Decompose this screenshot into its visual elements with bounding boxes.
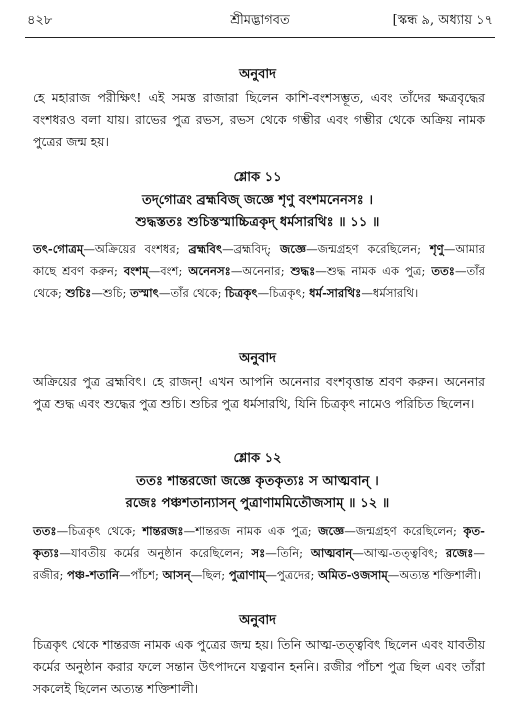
synonym-term: ততঃ — [431, 264, 455, 279]
translation-paragraph: চিত্রকৃৎ থেকে শান্তরজ নামক এক পুত্রের জন্ম হয়। তিনি আত্ম-তত্ত্ববিৎ ছিলেন এবং যাবতীয় কর্মের অনুষ্ঠান করার ফলে সন্তান উৎপাদনে যত্নবান হননি। রজীর পাঁচশ পুত্র ছিল এবং তাঁরা সকলেই ছিলেন অত্যন্ত শক্তিশালী। — [33, 637, 485, 697]
synonym-term: ধর্ম-সারথিঃ — [309, 286, 362, 301]
synonym-meaning: অত্যন্ত শক্তিশালী। — [399, 568, 481, 583]
synonym-term: কৃত-কৃত্যঃ — [33, 524, 485, 561]
synonym-meaning: চিত্রকৃৎ — [269, 286, 302, 301]
synonym-term: রজেঃ — [445, 546, 474, 561]
translation-heading: অনুবাদ — [239, 67, 276, 82]
synonym-meaning: ছিল — [202, 568, 222, 583]
synonym-term: ততঃ — [33, 524, 57, 538]
synonym-term: সঃ — [251, 546, 266, 561]
synonym-term: আসন্ — [162, 568, 191, 583]
synonym-meaning: শুচি — [102, 286, 123, 301]
translation-heading: অনুবাদ — [239, 613, 276, 628]
synonym-term: জজ্ঞে — [279, 242, 307, 256]
chapter-reference: [স্কন্ধ ৯, অধ্যায় ১৭ — [392, 13, 493, 28]
page-number: ৪২৮ — [27, 13, 53, 28]
synonym-term: শান্তরজঃ — [142, 524, 184, 538]
verse-line: ততঃ শান্তরজো জজ্ঞে কৃতকৃত্যঃ স আত্মবান্ । — [136, 474, 379, 489]
word-for-word-synonyms: ততঃ—চিত্রকৃৎ থেকে; শান্তরজঃ—শান্তরজ নামক এক পুত্র; জজ্ঞে—জন্মগ্রহণ করেছিলেন; কৃত-কৃত্যঃ—যাবতীয় কর্মের অনুষ্ঠান করেছিলেন; সঃ—তিনি; আত্মবান্—আত্ম-তত্ত্ববিৎ; রজেঃ—রজীর; পঞ্চ-শতানি—পাঁচশ; আসন্—ছিল; পুত্রাণাম্—পুত্রদের; অমিত-ওজসাম্—অত্যন্ত শক্তিশালী। — [33, 524, 486, 583]
synonym-term: চিত্রকৃৎ — [225, 286, 258, 301]
header-rule — [25, 37, 495, 38]
synonym-meaning: শুদ্ধ নামক এক পুত্র — [326, 264, 422, 279]
verse-text — [0, 190, 515, 234]
synonym-meaning: যাবতীয় কর্মের অনুষ্ঠান করেছিলেন — [70, 546, 240, 561]
synonym-term: শুদ্ধঃ — [290, 264, 316, 279]
verse-line: শুদ্ধস্ততঃ শুচিস্তস্মাচ্চিত্রকৃদ্ ধর্মসারথিঃ ॥ ১১ ॥ — [135, 215, 380, 230]
translation-heading: অনুবাদ — [239, 351, 276, 366]
synonym-meaning: শান্তরজ নামক এক পুত্র — [195, 524, 308, 538]
running-header — [27, 10, 493, 32]
synonym-meaning: আত্ম-তত্ত্ববিৎ — [363, 546, 435, 561]
synonym-meaning: ধর্মসারথি। — [372, 286, 419, 301]
synonym-meaning: অক্রিয়ের বংশধর — [94, 242, 176, 256]
synonym-meaning: চিত্রকৃৎ থেকে — [68, 524, 133, 538]
verse-heading: শ্লোক ১১ — [233, 170, 282, 185]
synonym-meaning: তাঁর থেকে — [33, 264, 486, 301]
word-for-word-synonyms: তৎ-গোত্রম্—অক্রিয়ের বংশধর; ব্রহ্মবিৎ—ব্রহ্মবিদ্; জজ্ঞে—জন্মগ্রহণ করেছিলেন; শৃণু—আমার কাছে শ্রবণ করুন; বংশম্—বংশ; অনেনসঃ—অনেনার; শুদ্ধঃ—শুদ্ধ নামক এক পুত্র; ততঃ—তাঁর থেকে; শুচিঃ—শুচি; তস্মাৎ—তাঁর থেকে; চিত্রকৃৎ—চিত্রকৃৎ; ধর্ম-সারথিঃ—ধর্মসারথি। — [33, 242, 486, 301]
synonym-meaning: জন্মগ্রহণ করেছিলেন — [317, 242, 418, 256]
book-title: শ্রীমদ্ভাগবত — [230, 13, 290, 28]
synonym-term: অনেনসঃ — [188, 264, 231, 279]
synonym-meaning: অনেনার — [242, 264, 281, 279]
verse-text — [0, 471, 515, 515]
synonym-term: বংশম্ — [123, 264, 149, 279]
verse-line: তদ্‌গোত্রং ব্রহ্মবিজ্ জজ্ঞে শৃণু বংশমনেনসঃ । — [141, 193, 374, 208]
synonym-meaning: রজীর — [33, 568, 60, 583]
synonym-meaning: তাঁর থেকে — [170, 286, 218, 301]
synonym-meaning: ব্রহ্মবিদ্ — [233, 242, 268, 256]
synonym-meaning: জন্মগ্রহণ করেছিলেন — [355, 524, 453, 538]
verse-heading: শ্লোক ১২ — [233, 451, 282, 466]
verse-line: রজেঃ পঞ্চশতান্যাসন্ পুত্রাণামমিতৌজসাম্ ॥ ১২ ॥ — [125, 496, 390, 511]
synonym-term: পঞ্চ-শতানি — [67, 568, 120, 583]
synonym-term: আত্মবান্ — [310, 546, 353, 561]
synonym-meaning: বংশ — [160, 264, 179, 279]
synonym-term: অমিত-ওজসাম্ — [318, 568, 388, 583]
synonym-term: পুত্রাণাম্ — [228, 568, 266, 583]
synonym-term: তৎ-গোত্রম্ — [33, 242, 84, 256]
synonym-term: শুচিঃ — [65, 286, 92, 301]
synonym-term: তস্মাৎ — [130, 286, 159, 301]
synonym-meaning: আমার কাছে শ্রবণ করুন — [33, 242, 486, 279]
synonym-meaning: তিনি — [276, 546, 300, 561]
synonym-term: ব্রহ্মবিৎ — [188, 242, 223, 256]
translation-paragraph: অক্রিয়ের পুত্র ব্রহ্মবিৎ। হে রাজন্! এখন আপনি অনেনার বংশবৃত্তান্ত শ্রবণ করুন। অনেনার পুত্র শুদ্ধ এবং শুদ্ধের পুত্র শুচি। শুচির পুত্র ধর্মসারথি, যিনি চিত্রকৃৎ নামেও পরিচিত ছিলেন। — [33, 374, 485, 412]
synonym-term: জজ্ঞে — [318, 524, 345, 538]
synonym-meaning: পাঁচশ — [130, 568, 155, 583]
synonym-meaning: পুত্রদের — [277, 568, 311, 583]
synonym-term: শৃণু — [429, 242, 444, 256]
translation-paragraph: হে মহারাজ পরীক্ষিৎ! এই সমস্ত রাজারা ছিলেন কাশি-বংশসম্ভূত, এবং তাঁদের ক্ষত্রবৃদ্ধের বংশধরও বলা যায়। রাভের পুত্র রভস, রভস থেকে গম্ভীর এবং গম্ভীর থেকে অক্রিয় নামক পুত্রের জন্ম হয়। — [33, 90, 485, 150]
